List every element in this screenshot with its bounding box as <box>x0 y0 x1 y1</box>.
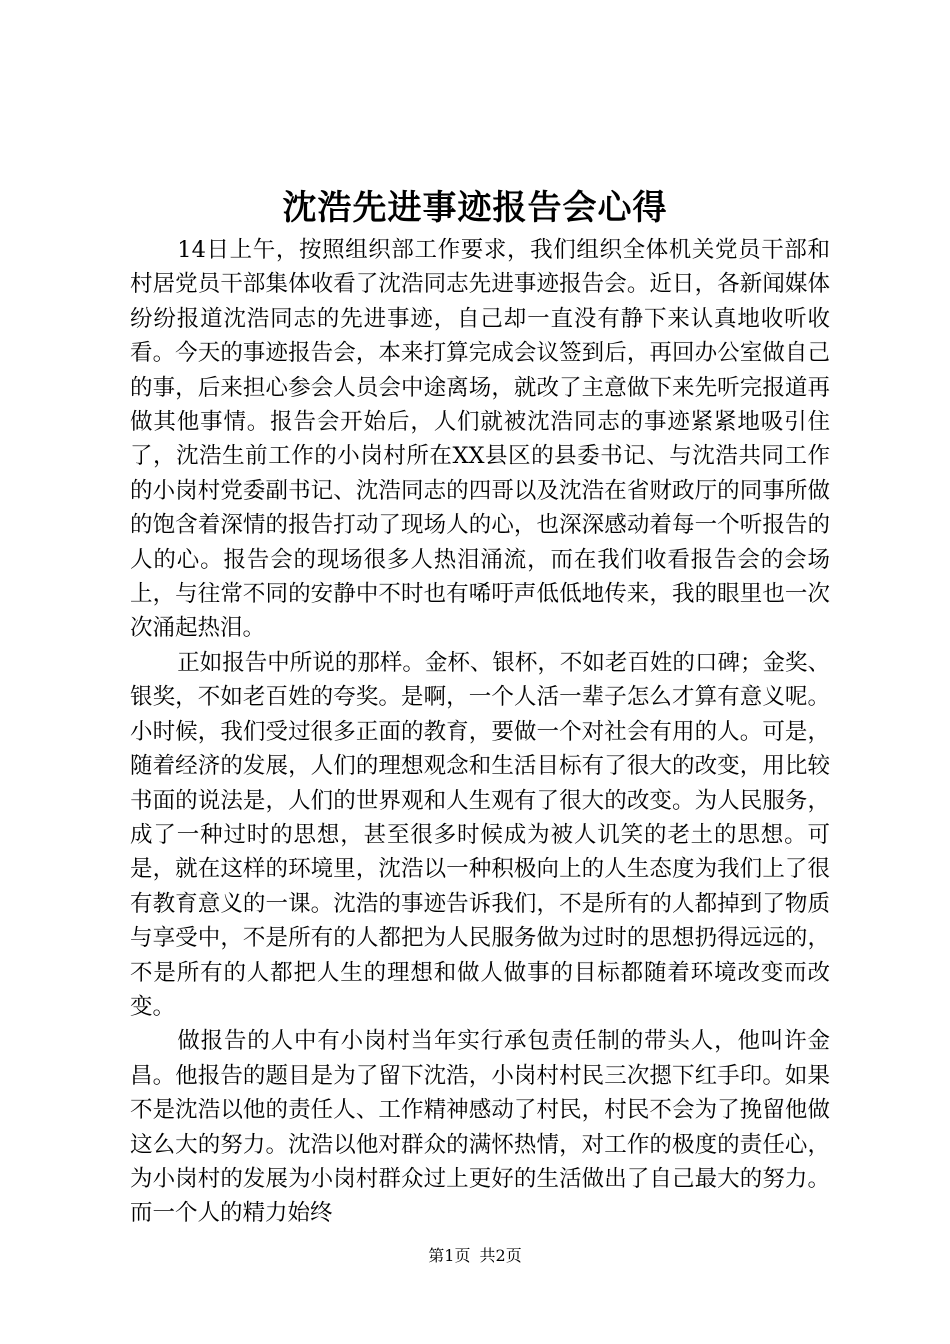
page-footer <box>0 1244 950 1268</box>
paragraph: 做报告的人中有小岗村当年实行承包责任制的带头人，他叫许金昌。他报告的题目是为了留下沈浩，小岗村村民三次摁下红手印。如果不是沈浩以他的责任人、工作精神感动了村民，村民不会为了挽留他做这么大的努力。沈浩以他对群众的满怀热情，对工作的极度的责任心，为小岗村的发展为小岗村群众过上更好的生活做出了自己最大的努力。而一个人的精力始终 <box>130 1028 830 1227</box>
document-title: 沈浩先进事迹报告会心得 <box>282 188 668 228</box>
paragraph: 正如报告中所说的那样。金杯、银杯，不如老百姓的口碑；金奖、银奖，不如老百姓的夸奖。是啊，一个人活一辈子怎么才算有意义呢。小时候，我们受过很多正面的教育，要做一个对社会有用的人。可是，随着经济的发展，人们的理想观念和生活目标有了很大的改变，用比较书面的说法是，人们的世界观和人生观有了很大的改变。为人民服务，成了一种过时的思想，甚至很多时候成为被人讥笑的老土的思想。可是，就在这样的环境里，沈浩以一种积极向上的人生态度为我们上了很有教育意义的一课。沈浩的事迹告诉我们，不是所有的人都掉到了物质与享受中，不是所有的人都把为人民服务做为过时的思想扔得远远的，不是所有的人都把人生的理想和做人做事的目标都随着环境改变而改变。 <box>130 649 830 1020</box>
paragraph: 14日上午，按照组织部工作要求，我们组织全体机关党员干部和村居党员干部集体收看了沈浩同志先进事迹报告会。近日，各新闻媒体纷纷报道沈浩同志的先进事迹，自己却一直没有静下来认真地收听收看。今天的事迹报告会，本来打算完成会议签到后，再回办公室做自己的事，后来担心参会人员会中途离场，就改了主意做下来先听完报道再做其他事情。报告会开始后，人们就被沈浩同志的事迹紧紧地吸引住了，沈浩生前工作的小岗村所在XX县区的县委书记、与沈浩共同工作的小岗村党委副书记、沈浩同志的四哥以及沈浩在省财政厅的同事所做的饱含着深情的报告打动了现场人的心，也深深感动着每一个听报告的人的心。报告会的现场很多人热泪涌流，而在我们收看报告会的会场上，与往常不同的安静中不时也有唏吁声低低地传来，我的眼里也一次次涌起热泪。 <box>130 237 830 642</box>
document-body <box>130 233 830 1231</box>
page-total: 共2页 <box>479 1246 522 1265</box>
page-number: 第1页 <box>428 1246 471 1265</box>
